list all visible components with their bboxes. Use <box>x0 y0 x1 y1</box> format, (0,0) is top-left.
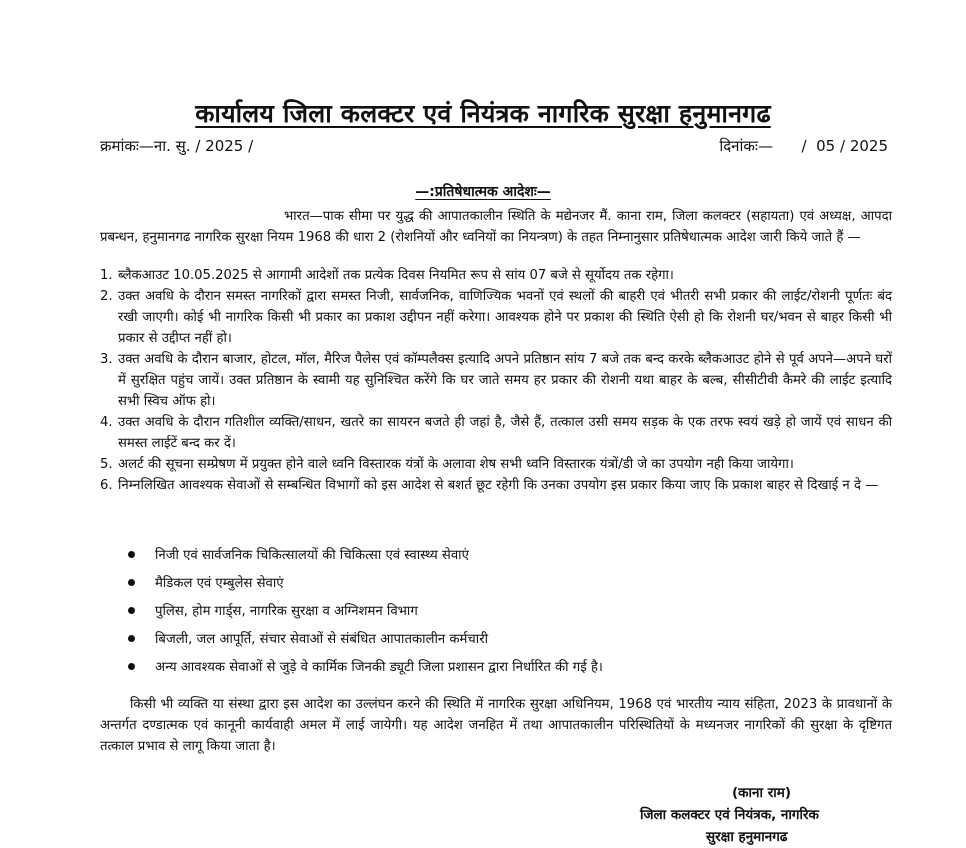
point-text: उक्त अवधि के दौरान गतिशील व्यक्ति/साधन, खतरे का सायरन बजते ही जहां है, जैसे हैं, तत्काल उसी समय सड़क के एक तरफ स्वयं खड़े हो जायें एवं साधन की समस्त लाईटें बन्द कर दें। <box>118 415 892 451</box>
order-points-list <box>100 265 892 496</box>
order-point <box>100 349 892 412</box>
order-date: दिनांकः— / 05 / 2025 <box>719 137 888 155</box>
list-item <box>128 624 828 652</box>
order-point <box>100 475 892 496</box>
point-number: 4. <box>100 415 113 430</box>
point-text: उक्त अवधि के दौरान समस्त नागरिकों द्वारा समस्त निजी, सार्वजनिक, वाणिज्यिक भवनों एवं स्थलों की बाहरी एवं भीतरी सभी प्रकार की लाईट/रोशनी पूर्णतः बंद रखी जाएगी। कोई भी नागरिक किसी भी प्रकार का प्रकाश उद्दीपन नहीं करेगा। आवश्यक होने पर प्रकाश की स्थिति ऐसी हो कि रोशनी घर/भवन से बाहर किसी भी प्रकार से उद्दीप्त नहीं हो। <box>118 289 892 346</box>
bullet-icon <box>128 607 135 614</box>
closing-paragraph: किसी भी व्यक्ति या संस्था द्वारा इस आदेश का उल्लंघन करने की स्थिति में नागरिक सुरक्षा अधिनियम, 1968 एवं भारतीय न्याय संहिता, 2023 के प्रावधानों के अन्तर्गत दण्डात्मक एवं कानूनी कार्यवाही अमल में लाई जायेगी। यह आदेश जनहित में तथा आपातकालीन परिस्थितियों के मध्यनजर नागरिकों की सुरक्षा के दृष्टिगत तत्काल प्रभाव से लागू किया जाता है। <box>100 697 892 754</box>
service-text: पुलिस, होम गार्ड्स, नागरिक सुरक्षा व अग्निशमन विभाग <box>155 604 418 619</box>
order-point <box>100 412 892 454</box>
list-item <box>128 652 828 680</box>
order-point <box>100 265 892 286</box>
list-item <box>128 568 828 596</box>
point-number: 2. <box>100 289 113 304</box>
exempt-services-list <box>128 540 828 680</box>
point-text: ब्लैकआउट 10.05.2025 से आगामी आदेशों तक प्रत्येक दिवस नियमित रूप से सांय 07 बजे से सूर्योदय तक रहेगा। <box>118 268 674 283</box>
service-text: बिजली, जल आपूर्ति, संचार सेवाओं से संबंधित आपातकालीन कर्मचारी <box>155 632 489 647</box>
point-number: 3. <box>100 352 113 367</box>
bullet-icon <box>128 663 135 670</box>
order-point <box>100 454 892 475</box>
point-text: अलर्ट की सूचना सम्प्रेषण में प्रयुक्त होने वाले ध्वनि विस्तारक यंत्रों के अलावा शेष सभी ध्वनि विस्तारक यंत्रों/डी जे का उपयोग नही किया जायेगा। <box>118 457 794 472</box>
reference-number: क्रमांकः—ना. सु. / 2025 / <box>100 137 254 155</box>
office-title: कार्यालय जिला कलक्टर एवं नियंत्रक नागरिक सुरक्षा हनुमानगढ <box>195 99 771 128</box>
signatory-name: (काना राम) <box>732 785 791 801</box>
list-item <box>128 596 828 624</box>
service-text: मैडिकल एवं एम्बुलेस सेवाएं <box>155 576 284 591</box>
bullet-icon <box>128 551 135 558</box>
point-number: 6. <box>100 478 113 493</box>
service-text: निजी एवं सार्वजनिक चिकित्सालयों की चिकित्सा एवं स्वास्थ्य सेवाएं <box>155 548 469 563</box>
intro-paragraph: भारत—पाक सीमा पर युद्ध की आपातकालीन स्थिति के मद्येनजर मैं. काना राम, जिला कलक्टर (सहायता) एवं अध्यक्ष, आपदा प्रबन्धन, हनुमानगढ नागरिक सुरक्षा नियम 1968 की धारा 2 (रोशनियों और ध्वनियों का नियन्त्रण) के तहत निम्नानुसार प्रतिषेधात्मक आदेश जारी किये जाते हैं — <box>100 209 892 245</box>
order-point <box>100 286 892 349</box>
point-number: 1. <box>100 268 113 283</box>
bullet-icon <box>128 579 135 586</box>
list-item <box>128 540 828 568</box>
point-text: उक्त अवधि के दौरान बाजार, होटल, मॉल, मैरिज पैलेस एवं कॉम्पलैक्स इत्यादि अपने प्रतिष्ठान सांय 7 बजे तक बन्द करके ब्लैकआउट होने से पूर्व अपने—अपने घरों में सुरक्षित पहुंच जायें। उक्त प्रतिष्ठान के स्वामी यह सुनिश्चित करेंगे कि घर जाते समय हर प्रकार की रोशनी यथा बाहर के बल्ब, सीसीटीवी कैमरे की लाईट इत्यादि सभी स्विच ऑफ हो। <box>118 352 893 409</box>
bullet-icon <box>128 635 135 642</box>
order-heading: —:प्रतिषेधात्मक आदेशः— <box>415 184 551 200</box>
signatory-designation: जिला कलक्टर एवं नियंत्रक, नागरिक <box>640 807 819 823</box>
point-text: निम्नलिखित आवश्यक सेवाओं से सम्बन्धित विभागों को इस आदेश से बशर्त छूट रहेगी कि उनका उपयोग इस प्रकार किया जाए कि प्रकाश बाहर से दिखाई न दे — <box>118 478 879 493</box>
signatory-location: सुरक्षा हनुमानगढ <box>706 829 788 845</box>
signature-block <box>640 782 880 848</box>
service-text: अन्य आवश्यक सेवाओं से जुड़े वे कार्मिक जिनकी ड्यूटी जिला प्रशासन द्वारा निर्धारित की गई है। <box>155 660 603 675</box>
point-number: 5. <box>100 457 113 472</box>
